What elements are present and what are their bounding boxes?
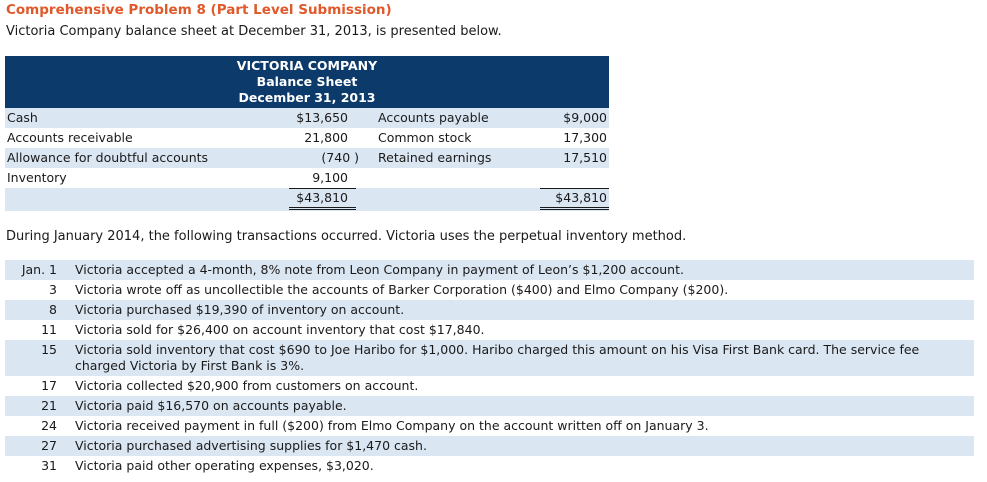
transaction-date: 15	[41, 342, 57, 357]
transaction-text: Victoria sold for $26,400 on account inventory that cost $17,840.	[75, 322, 485, 337]
intro-text: Victoria Company balance sheet at December 31, 2013, is presented below.	[6, 24, 502, 39]
balance-sheet-row	[5, 148, 609, 168]
asset-label: Cash	[7, 110, 38, 125]
liability-label: Common stock	[378, 130, 472, 145]
balance-sheet-header	[5, 56, 609, 108]
balance-sheet-row	[5, 108, 609, 128]
transaction-date: 31	[41, 458, 57, 473]
liability-value: 17,300	[563, 130, 607, 145]
transaction-row	[5, 376, 974, 396]
transaction-date: 11	[41, 322, 57, 337]
transaction-text: Victoria collected $20,900 from customers on account.	[75, 378, 419, 393]
transaction-text: Victoria received payment in full ($200) from Elmo Company on the account written off on January 3.	[75, 418, 709, 433]
transaction-row	[5, 436, 974, 456]
problem-title: Comprehensive Problem 8 (Part Level Submission)	[6, 2, 392, 18]
transaction-date: 24	[41, 418, 57, 433]
transaction-row	[5, 260, 974, 280]
transaction-row	[5, 280, 974, 300]
transaction-text: Victoria paid other operating expenses, $3,020.	[75, 458, 374, 473]
balance-sheet-row	[5, 128, 609, 148]
balance-sheet	[5, 56, 609, 211]
asset-label: Allowance for doubtful accounts	[7, 150, 209, 165]
transaction-row	[5, 416, 974, 436]
asset-value: 21,800	[304, 130, 348, 145]
asset-value: $13,650	[296, 110, 348, 125]
company-name: VICTORIA COMPANY	[236, 58, 378, 73]
liability-label: Retained earnings	[378, 150, 492, 165]
liability-label: Accounts payable	[378, 110, 489, 125]
transaction-date: 3	[49, 282, 57, 297]
transaction-date: 27	[41, 438, 57, 453]
transaction-date: 8	[49, 302, 57, 317]
asset-label: Inventory	[7, 170, 67, 185]
asset-value: 9,100	[312, 170, 348, 185]
transaction-text: Victoria accepted a 4-month, 8% note from Leon Company in payment of Leon’s $1,200 account.	[75, 262, 684, 277]
transaction-row	[5, 456, 974, 476]
asset-value: (740 )	[321, 150, 359, 165]
balance-sheet-row	[5, 168, 609, 188]
transaction-row	[5, 396, 974, 416]
transaction-row	[5, 340, 974, 376]
transactions-intro: During January 2014, the following transactions occurred. Victoria uses the perpetual inventory method.	[6, 229, 687, 244]
transaction-row	[5, 300, 974, 320]
asset-label: Accounts receivable	[7, 130, 133, 145]
statement-name: Balance Sheet	[256, 74, 358, 89]
transactions-list	[5, 260, 974, 476]
transaction-text: Victoria purchased advertising supplies for $1,470 cash.	[75, 438, 427, 453]
transaction-row	[5, 320, 974, 340]
liability-value: $9,000	[563, 110, 607, 125]
statement-date: December 31, 2013	[238, 90, 376, 105]
liability-double-underline	[540, 207, 609, 210]
balance-sheet-total-row	[5, 188, 609, 211]
transaction-text: Victoria purchased $19,390 of inventory on account.	[75, 302, 405, 317]
transaction-text: Victoria paid $16,570 on accounts payable.	[75, 398, 347, 413]
total-liabilities: $43,810	[555, 190, 607, 205]
asset-double-underline	[289, 207, 356, 210]
transaction-date: 17	[41, 378, 57, 393]
transaction-text: Victoria sold inventory that cost $690 to Joe Haribo for $1,000. Haribo charged this amount on his Visa First Bank card. The service fee charged Victoria by First Bank is 3%.	[75, 342, 920, 373]
transaction-date: 21	[41, 398, 57, 413]
total-assets: $43,810	[296, 190, 348, 205]
transaction-date: Jan. 1	[21, 262, 57, 277]
liability-value: 17,510	[563, 150, 607, 165]
transaction-text: Victoria wrote off as uncollectible the accounts of Barker Corporation ($400) and Elmo Company ($200).	[75, 282, 729, 297]
